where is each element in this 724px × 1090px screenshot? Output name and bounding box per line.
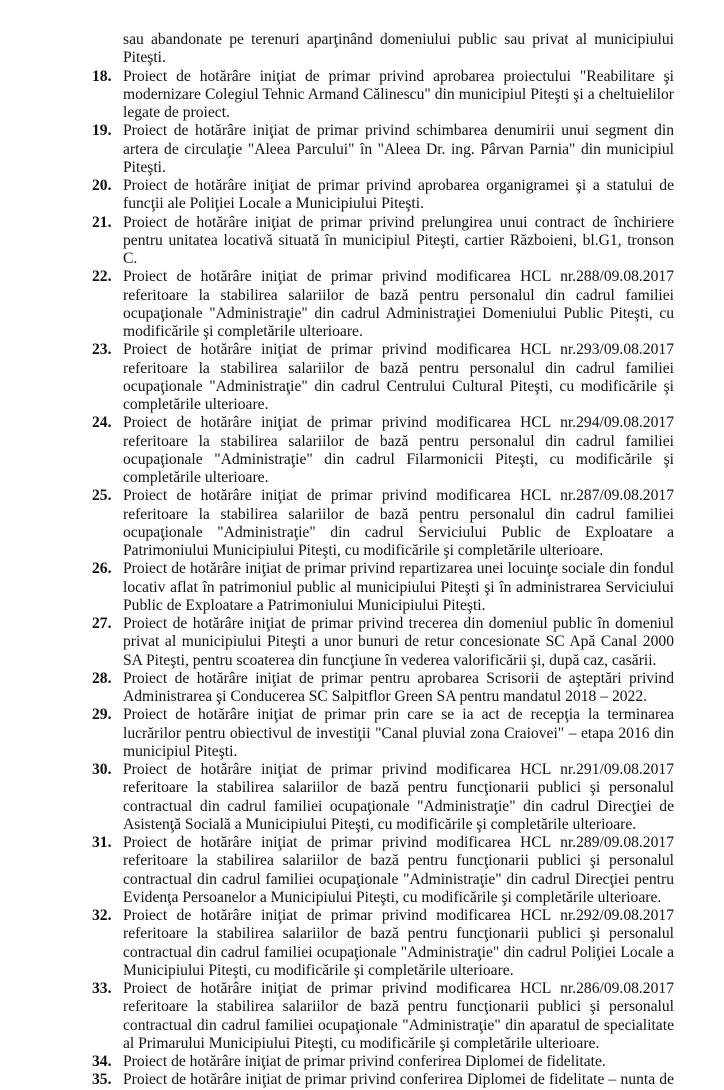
document-page <box>92 31 674 1090</box>
item-number: 23. <box>92 341 112 359</box>
agenda-item <box>92 341 674 414</box>
agenda-item <box>92 414 674 487</box>
item-text: Proiect de hotărâre iniţiat de primar privind modificarea HCL nr.294/09.08.2017 referitoare la stabilirea salariilor de bază pentru personalul din cadrul familiei ocupaţionale "Administraţie" din cadrul Filarmonicii Piteşti, cu modificările şi completările ulterioare. <box>123 414 674 486</box>
item-text: Proiect de hotărâre iniţiat de primar privind modificarea HCL nr.292/09.08.2017 referitoare la stabilirea salariilor de bază pentru funcţionarii publici şi personalul contractual din cadrul familiei ocupaţionale "Administraţie" din cadrul Poliţiei Locale a Municipiului Piteşti, cu modificările şi completările ulterioare. <box>123 907 674 979</box>
item-number: 28. <box>92 669 112 687</box>
item-text: Proiect de hotărâre iniţiat de primar privind conferirea Diplomei de fidelitate – nunta de <box>123 1071 674 1089</box>
item-number: 26. <box>92 560 112 578</box>
item-text: Proiect de hotărâre iniţiat de primar privind modificarea HCL nr.286/09.08.2017 referitoare la stabilirea salariilor de bază pentru funcţionarii publici şi personalul contractual din cadrul familiei ocupaţionale "Administraţie" din aparatul de specialitate al Primarului Municipiului Piteşti, cu modificările şi completările ulterioare. <box>123 980 674 1052</box>
continuation-text: sau abandonate pe terenuri aparţinând domeniului public sau privat al municipiului Piteşti. <box>123 31 674 67</box>
item-text: Proiect de hotărâre iniţiat de primar privind modificarea HCL nr.287/09.08.2017 referitoare la stabilirea salariilor de bază pentru personalul din cadrul familiei ocupaţionale "Administraţie" din cadrul Serviciului Public de Exploatare a Patrimoniului Municipiului Piteşti, cu modificările şi completările ulterioare. <box>123 487 674 559</box>
agenda-item <box>92 487 674 560</box>
agenda-item <box>92 834 674 907</box>
agenda-item <box>92 560 674 615</box>
item-number: 22. <box>92 268 112 286</box>
item-text: Proiect de hotărâre iniţiat de primar privind conferirea Diplomei de fidelitate. <box>123 1053 606 1070</box>
item-number: 31. <box>92 834 112 851</box>
agenda-item <box>92 907 674 980</box>
agenda-item <box>92 761 674 834</box>
item-number: 24. <box>92 414 112 432</box>
item-text: Proiect de hotărâre iniţiat de primar privind schimbarea denumirii unui segment din artera de circulaţie "Aleea Parcului" în "Aleea Dr. ing. Pârvan Parnia" din municipiul Piteşti. <box>123 122 674 176</box>
item-number: 29. <box>92 706 112 724</box>
agenda-item <box>92 122 674 177</box>
item-number: 34. <box>92 1053 112 1070</box>
item-number: 32. <box>92 907 112 924</box>
item-text: Proiect de hotărâre iniţiat de primar privind trecerea din domeniul public în domeniul privat al municipiului Piteşti a unor bunuri de retur concesionate SC Apă Canal 2000 SA Piteşti, pentru scoaterea din funcţiune în vederea valorificării şi, după caz, casării. <box>123 615 674 669</box>
item-text: Proiect de hotărâre iniţiat de primar privind modificarea HCL nr.293/09.08.2017 referitoare la stabilirea salariilor de bază pentru personalul din cadrul familiei ocupaţionale "Administraţie" din cadrul Centrului Cultural Piteşti, cu modificările şi completările ulterioare. <box>123 341 674 413</box>
item-number: 25. <box>92 487 112 505</box>
agenda-item <box>92 214 674 269</box>
item-text: Proiect de hotărâre iniţiat de primar privind aprobarea proiectului "Reabilitare şi modernizare Colegiul Tehnic Armand Călinescu" din municipiul Piteşti şi a cheltuielilor legate de proiect. <box>123 67 674 121</box>
item-text: Proiect de hotărâre iniţiat de primar privind repartizarea unei locuinţe sociale din fondul locativ aflat în patrimoniul public al municipiului Piteşti şi în administrarea Serviciului Public de Exploatare a Patrimoniului Municipiului Piteşti. <box>123 560 674 614</box>
agenda-item <box>92 1053 674 1071</box>
item-text: Proiect de hotărâre iniţiat de primar privind prelungirea unui contract de închiriere pentru unitatea locativă situată în municipiul Piteşti, cartier Războieni, bl.G1, tronson C. <box>123 213 674 267</box>
item-text: Proiect de hotărâre iniţiat de primar privind modificarea HCL nr.288/09.08.2017 referitoare la stabilirea salariilor de bază pentru personalul din cadrul familiei ocupaţionale "Administraţie" din cadrul Administraţiei Domeniului Public Piteşti, cu modificările şi completările ulterioare. <box>123 268 674 340</box>
item-text: Proiect de hotărâre iniţiat de primar privind modificarea HCL nr.291/09.08.2017 referitoare la stabilirea salariilor de bază pentru funcţionarii publici şi personalul contractual din cadrul familiei ocupaţionale "Administraţie" din cadrul Direcţiei de Asistenţă Socială a Municipiului Piteşti, cu modificările şi completările ulterioare. <box>123 761 674 833</box>
agenda-item <box>92 670 674 707</box>
item-number: 27. <box>92 615 112 632</box>
item-number: 35. <box>92 1071 112 1089</box>
item-text: Proiect de hotărâre iniţiat de primar prin care se ia act de recepţia la terminarea lucrărilor pentru obiectivul de investiţii "Canal pluvial zona Craiovei" – etapa 2016 din municipiul Piteşti. <box>123 706 674 760</box>
agenda-item <box>92 68 674 123</box>
item-number: 30. <box>92 761 112 778</box>
item-text: Proiect de hotărâre iniţiat de primar privind modificarea HCL nr.289/09.08.2017 referitoare la stabilirea salariilor de bază pentru funcţionarii publici şi personalul contractual din cadrul familiei ocupaţionale "Administraţie" din cadrul Direcţiei pentru Evidenţa Persoanelor a Municipiului Piteşti, cu modificările şi completările ulterioare. <box>123 834 674 906</box>
agenda-list <box>92 68 674 1090</box>
agenda-item <box>92 706 674 761</box>
item-number: 21. <box>92 213 112 231</box>
agenda-item <box>92 980 674 1053</box>
agenda-item <box>92 1071 674 1089</box>
item-number: 33. <box>92 980 112 997</box>
agenda-item <box>92 615 674 670</box>
agenda-item <box>92 177 674 214</box>
item-number: 18. <box>92 67 112 85</box>
item-text: Proiect de hotărâre iniţiat de primar privind aprobarea organigramei şi a statului de funcţii ale Poliţiei Locale a Municipiului Piteşti. <box>123 177 674 213</box>
item-number: 20. <box>92 177 112 194</box>
item-number: 19. <box>92 122 112 140</box>
item-text: Proiect de hotărâre iniţiat de primar pentru aprobarea Scrisorii de aşteptări privind Administrarea şi Conducerea SC Salpitflor Green SA pentru mandatul 2018 – 2022. <box>123 669 674 705</box>
agenda-item <box>92 268 674 341</box>
